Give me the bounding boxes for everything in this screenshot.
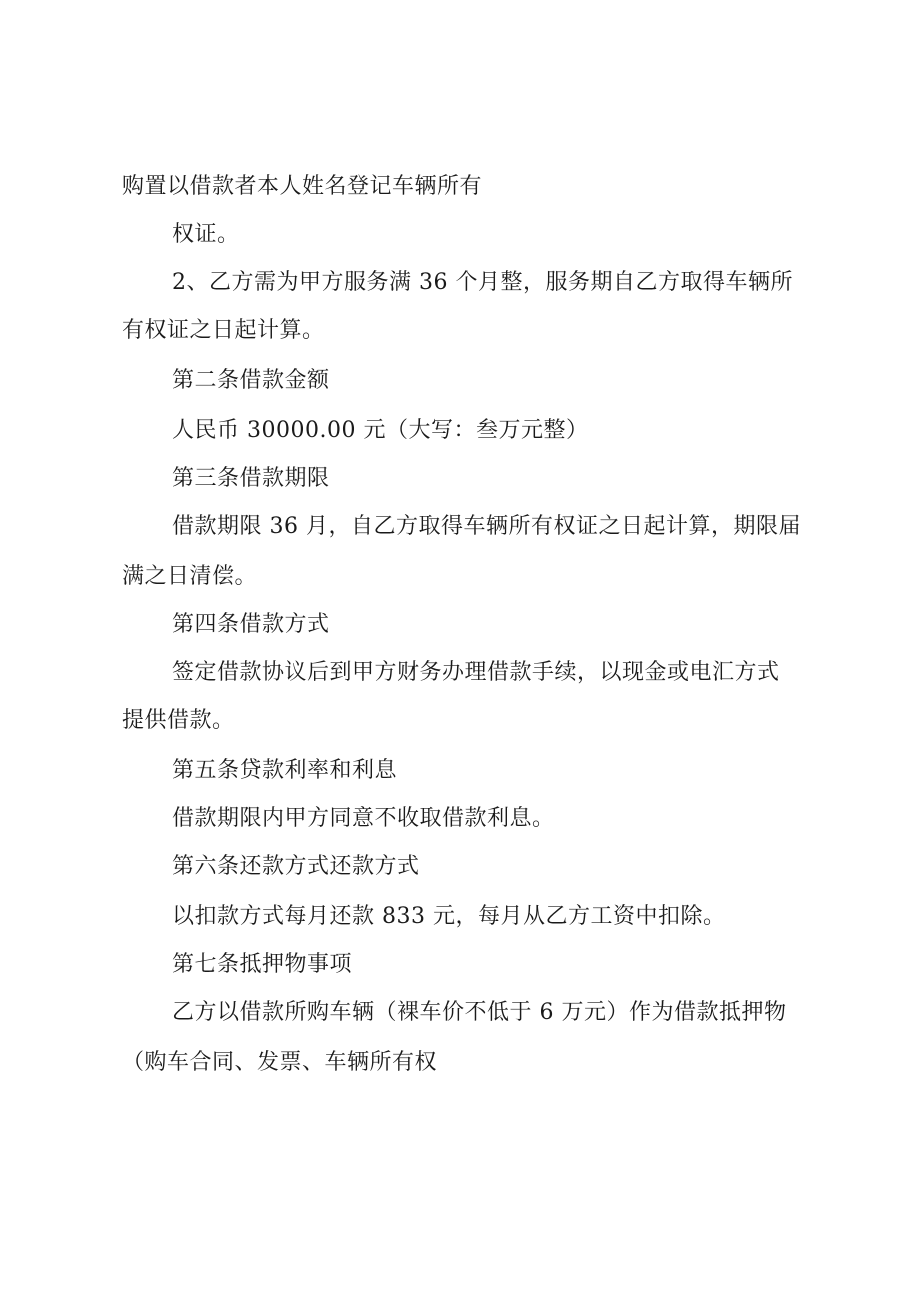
text-line: 有权证之日起计算。 <box>122 318 325 343</box>
text-line: 以扣款方式每月还款 833 元，每月从乙方工资中扣除。 <box>172 904 726 929</box>
text-line: 借款期限内甲方同意不收取借款利息。 <box>172 806 555 831</box>
section-heading: 第三条借款期限 <box>172 466 330 491</box>
section-heading: 第七条抵押物事项 <box>172 952 353 977</box>
section-heading: 第二条借款金额 <box>172 368 330 393</box>
text-line: 购置以借款者本人姓名登记车辆所有 <box>122 174 483 199</box>
text-line: 人民币 30000.00 元（大写：叁万元整） <box>172 418 589 443</box>
text-line: 乙方以借款所购车辆（裸车价不低于 6 万元）作为借款抵押物 <box>172 1000 787 1025</box>
text-line: 提供借款。 <box>122 708 235 733</box>
clause-paragraph: 2、乙方需为甲方服务满 36 个月整，服务期自乙方取得车辆所 <box>172 270 793 295</box>
text-line: 满之日清偿。 <box>122 564 258 589</box>
text-line: 借款期限 36 月，自乙方取得车辆所有权证之日起计算，期限届 <box>172 514 801 539</box>
text-line: 权证。 <box>172 222 240 247</box>
text-line: （购车合同、发票、车辆所有权 <box>122 1050 438 1075</box>
text-line: 签定借款协议后到甲方财务办理借款手续，以现金或电汇方式 <box>172 660 780 685</box>
section-heading: 第四条借款方式 <box>172 612 330 637</box>
section-heading: 第六条还款方式还款方式 <box>172 854 420 879</box>
section-heading: 第五条贷款利率和利息 <box>172 758 398 783</box>
